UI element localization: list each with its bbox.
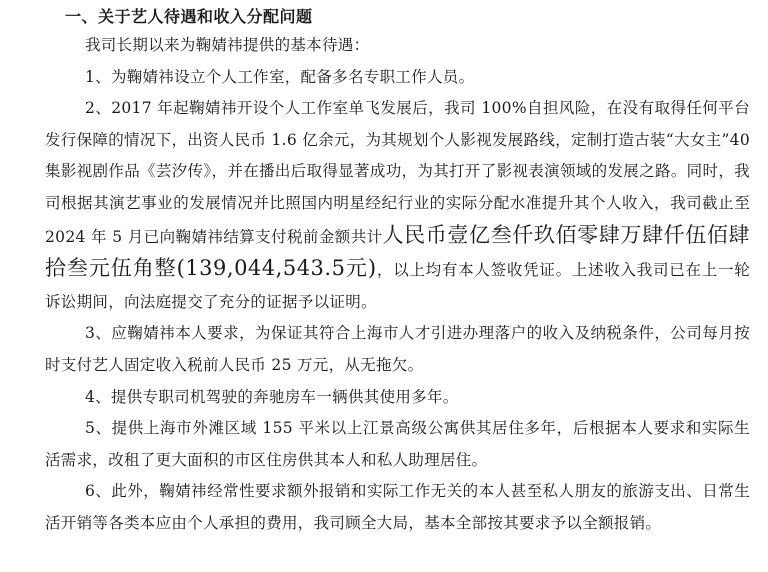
item-2-text-part1: 2、2017 年起鞠婧祎开设个人工作室单飞发展后，我司 100%自担风险，在没有取得任何平台发行保障的情况下，出资人民币 1.6 亿余元，为其规划个人影视发展路线，定制打造古装“大女主”40 集影视剧作品《芸汐传》，并在播出后取得显著成功，为其打开了影视表演领域的发展之路。同时，我司根据其演艺事业的发展情况并比照国内明星经纪行业的实际分配水准提升其个人收入，我司截止至 2024 年 5 月已向鞠婧祎结算支付税前金额共计 <box>45 99 750 246</box>
item-2-paragraph <box>45 93 750 318</box>
item-3-paragraph: 3、应鞠婧祎本人要求，为保证其符合上海市人才引进办理落户的收入及纳税条件，公司每月按时支付艺人固定收入税前人民币 25 万元，从无拖欠。 <box>45 324 750 374</box>
intro-paragraph: 我司长期以来为鞠婧祎提供的基本待遇： <box>85 36 370 54</box>
section-title: 一、关于艺人待遇和收入分配问题 <box>65 7 313 26</box>
item-5-paragraph: 5、提供上海市外滩区域 155 平米以上江景高级公寓供其居住多年，后根据本人要求和实际生活需求，改租了更大面积的市区住房供其本人和私人助理居住。 <box>45 419 750 469</box>
item-2-text-part2: ，以上均有本人签收凭证。上述收入我司已在上一轮诉讼期间，向法庭提交了充分的证据予以证明。 <box>45 261 750 311</box>
item-6-paragraph: 6、此外，鞠婧祎经常性要求额外报销和实际工作无关的本人甚至私人朋友的旅游支出、日常生活开销等各类本应由个人承担的费用，我司顾全大局，基本全部按其要求予以全额报销。 <box>45 482 750 532</box>
item-2-amount-highlight: 人民币壹亿叁仟玖佰零肆万肆仟伍佰肆拾叁元伍角整(139,044,543.5元) <box>45 222 751 281</box>
item-4-paragraph: 4、提供专职司机驾驶的奔驰房车一辆供其使用多年。 <box>85 387 459 406</box>
item-1-paragraph: 1、为鞠婧祎设立个人工作室，配备多名专职工作人员。 <box>85 67 475 86</box>
